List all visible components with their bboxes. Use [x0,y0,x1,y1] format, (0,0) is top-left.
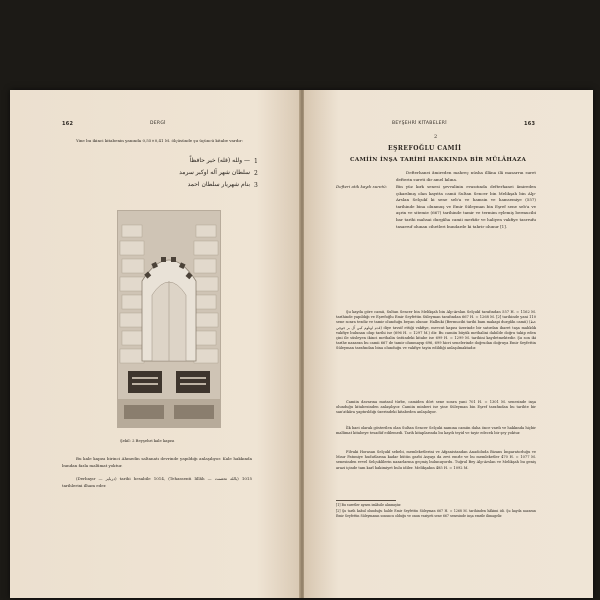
right-para-analysis: Şu kayda göre camii, Sultan Sencer bin Melikşah bin Alp-Arslan Selçukî tarafından 557 H. = 1162 M. tarihinde yapıldığı ve Eşrefoğlu Emir Seyfettin Süleyman tarafından 667 H. = 1268 M. [2] tarihinde yani 110 sene sonra tezdiz ve tamir olunduğu beyan olunur. Halbuki (Bermucibi tarihi bam makapi durgâhı camii) (خط قدم اوتاوم كبي آل بر جوچي) diye tavsif ettiği vakfiye, mevcut kapısı üzerinde bir satırdan ibaret taşa mahkûk vakfiye bulunan olup tarihi ise (696 H. = 1297 M.) dir. Bu camiin büyük methalini dahilde doğru takip eden çini ile süsleyen ikinci methalin üstündeki kitabe ise 699 H. = 1299 M. tarihini kaydetmektedir. Şu son iki tarihe nazaran bu camii 667 de tamir olunmayıp 696, 699 hicri senelerinde doğrudan doğruya Emir Seyfettin Süleyman tarafından bina olunduğu ve vakfiye tayin edildiği anlaşılmaktadır. [336,310,536,351]
right-page-number: 163 [524,121,536,127]
right-page [304,90,593,598]
section-number: 2 [434,134,438,140]
inscription-line-1: — ولله (قله) خير حافظاً [189,157,250,164]
left-running-head: DERGİ [150,121,166,126]
left-para-2: Bu kale kapısı birinci Ahmedin saltanatı devrinde yapıldığı anlaşılıyor. Kale hakkında bundan fazla malûmat yoktur. [62,456,252,468]
left-para-1: Yine bu ikinci kitabenin yanında 0,55×0,41 M. ölçüsünde şu üçüncü kitabe vardır: [76,138,243,143]
section-title: EŞREFOĞLU CAMİİ [388,145,462,152]
right-para-history: Filvaki Horasan Selçukî sebebi, memleketlerini ve Afganistandan Anadoluda Bizans İmparatorluğu ve Mısır Fatımiye hudutlarına kadar bütün garbi Asyayı da zevi emrle ve bu memleketler 470 H. = 1077 M. senesinden evvel Selçuklilerin nazarlarına geçmiş bulunuyordu. Tuğrul Bey Alp-Arslan ve Melikşah bu geniş arazi içinde tam karl hakimiyet bulu idiler. Melikşahın 485 H. = 1092 M. [336,450,536,470]
right-para-intro: Defterhanei âmireden mahreç nüsha illâna ilâ masarruı suret defterin sureti dir amel kılına. [396,170,536,182]
inscription-line-3-number: 3 [254,182,258,189]
margin-note: Defteri atik kaydı suretü: [336,184,388,189]
right-running-head: BEYŞEHRİ KİTABELERİ [392,121,447,126]
footnote-rule [336,500,396,501]
right-para-search: İlk baei olarak gösterilen olan Sultan Sencer Selçuki namına camiin daha önce vardı ve hakkında hiçbir malûmat kitabeye tesadüf edilemedi. Tarih kitaplarında bu kaydı teyid ve tayir edecek bir şey yoktur. [336,426,536,436]
figure-caption: Şekil: 2 Beyşehri kale kapısı [120,438,175,443]
section-subtitle: CAMİİN İNŞA TARİHİ HAKKINDA BİR MÜLÂHAZA [350,157,527,163]
right-para-claim: Camiin davarına mutasıl türbe, camiden dört sene sonra yani 701 H. = 1301 M. senesinde inşa olunduğu kitabesinden anlaşılıyor. Camiin minberi ise yine Süleyman bin Eşref tarafından bu tarihte bir san'atkâra yaptırıldığı üzerindeki kitabeden anlaşılıyor. [336,400,536,415]
inscription-line-1-number: 1 [254,158,258,165]
footnote-1: [1] Bu suretler aynen imlâsile alınmıştır. [336,503,402,507]
castle-gate-image [118,211,220,427]
inscription-line-3: بنام شهريار سلطان احمد [187,181,250,188]
inscription-line-2: سلطان شهر آله اوكبر سرمد [179,169,250,176]
book-spread [10,90,593,598]
left-page [10,90,300,598]
footnote-2: [2] Şu tarih kabul olunduğu halde Emir Seyfettin Süleyman 667 H. = 1268 M. tarihinden hâkimi idi. Şu kayda nazaran Emir Seyfettin Süleymanın sonuncu olduğu ve onun vaziyeti sene 667 senesinde inşa emrile ilimagelir. [336,509,536,518]
right-para-record: Bin yüz kırk senesi şevvalinin evasıtında defterhanei âmireden çıkarılmış olan kayıtta camii Sultan Sencer bin Melikşah bin Alp-Arslan Selçukî ki sene seb'a ve hamsin ve hamsemiye (557) tarihinde bina olunmuş ve Emir Süleyman bin Eşref sene seb'a ve aşrin ve sitemie (667) tarihinde tamir ve termim eylemiş bermucibi bar tarihi mahsai durgâha camii merkûr ve haliyen vakfiye tasrrufu tasarruf olunan cihetleri bundarde ki tahrir olunur [1]. [396,184,536,229]
left-para-3: (Derbayır — درباير) tarihi hesabile 1014, (Tehassenti lillâh — بالله تحصنت) 1015 tarihlerini ilham eder. [62,476,252,488]
gate-photograph [117,210,221,428]
left-page-number: 162 [62,121,74,127]
inscription-line-2-number: 2 [254,170,258,177]
